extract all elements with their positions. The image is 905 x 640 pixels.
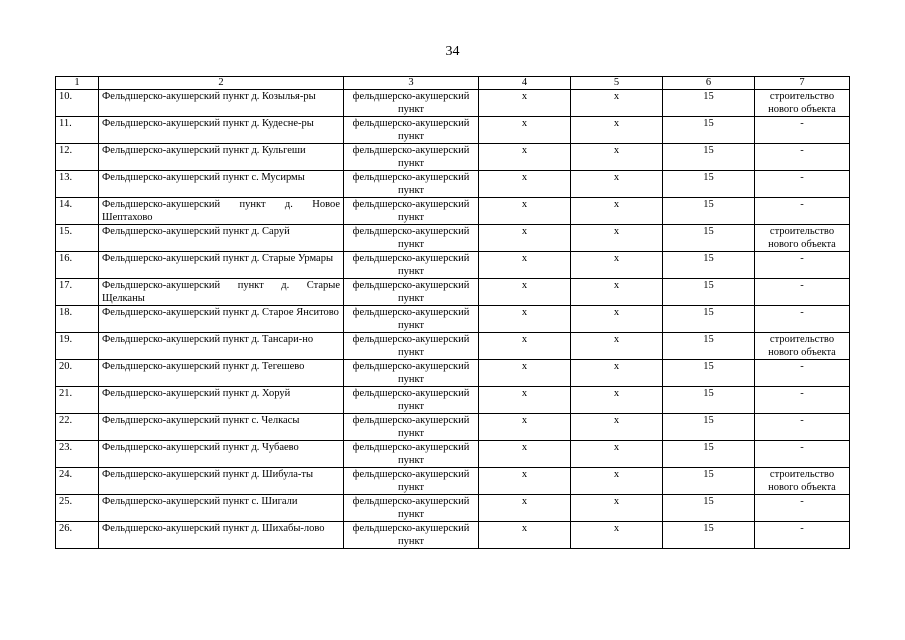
column-5-cell: х <box>571 387 663 414</box>
facility-type-cell: фельдшерско-акушерский пункт <box>344 279 479 306</box>
row-number-cell: 24. <box>56 468 99 495</box>
column-4-cell: х <box>479 117 571 144</box>
facility-name-cell: Фельдшерско-акушерский пункт д. Тансари-но <box>99 333 344 360</box>
table-row <box>56 333 850 360</box>
facility-name-cell: Фельдшерско-акушерский пункт д. Кудесне-ры <box>99 117 344 144</box>
facility-type-cell: фельдшерско-акушерский пункт <box>344 522 479 549</box>
column-7-cell: - <box>755 387 850 414</box>
facility-type-cell: фельдшерско-акушерский пункт <box>344 144 479 171</box>
row-number-cell: 22. <box>56 414 99 441</box>
column-7-cell: - <box>755 495 850 522</box>
column-6-cell: 15 <box>663 387 755 414</box>
column-6-cell: 15 <box>663 171 755 198</box>
table-row <box>56 279 850 306</box>
facility-name-cell: Фельдшерско-акушерский пункт д. Хоруй <box>99 387 344 414</box>
row-number-cell: 13. <box>56 171 99 198</box>
table-row <box>56 468 850 495</box>
facility-name-cell: Фельдшерско-акушерский пункт д. Тегешево <box>99 360 344 387</box>
column-4-cell: х <box>479 144 571 171</box>
column-7-cell: - <box>755 117 850 144</box>
column-5-cell: х <box>571 333 663 360</box>
row-number-cell: 16. <box>56 252 99 279</box>
table-row <box>56 387 850 414</box>
facility-name-cell: Фельдшерско-акушерский пункт с. Шигали <box>99 495 344 522</box>
column-7-cell: - <box>755 198 850 225</box>
row-number-cell: 15. <box>56 225 99 252</box>
facilities-table <box>55 76 850 549</box>
facility-type-cell: фельдшерско-акушерский пункт <box>344 468 479 495</box>
column-6-cell: 15 <box>663 306 755 333</box>
table-row <box>56 225 850 252</box>
column-6-cell: 15 <box>663 333 755 360</box>
column-4-cell: х <box>479 414 571 441</box>
column-4-cell: х <box>479 225 571 252</box>
column-4-cell: х <box>479 468 571 495</box>
column-7-cell: - <box>755 171 850 198</box>
column-7-cell: - <box>755 144 850 171</box>
column-5-cell: х <box>571 90 663 117</box>
table-row <box>56 306 850 333</box>
facility-type-cell: фельдшерско-акушерский пункт <box>344 117 479 144</box>
row-number-cell: 18. <box>56 306 99 333</box>
facility-name-cell: Фельдшерско-акушерский пункт д. Кульгеши <box>99 144 344 171</box>
column-7-cell: - <box>755 279 850 306</box>
row-number-cell: 20. <box>56 360 99 387</box>
table-header-row <box>56 77 850 90</box>
column-5-cell: х <box>571 117 663 144</box>
column-6-cell: 15 <box>663 144 755 171</box>
column-5-cell: х <box>571 360 663 387</box>
column-4-cell: х <box>479 333 571 360</box>
column-5-cell: х <box>571 279 663 306</box>
column-4-cell: х <box>479 306 571 333</box>
facility-name-cell: Фельдшерско-акушерский пункт д. Шибула-ты <box>99 468 344 495</box>
facility-name-cell: Фельдшерско-акушерский пункт д. Старое Янситово <box>99 306 344 333</box>
column-5-cell: х <box>571 171 663 198</box>
row-number-cell: 10. <box>56 90 99 117</box>
column-4-cell: х <box>479 279 571 306</box>
row-number-cell: 12. <box>56 144 99 171</box>
column-header: 2 <box>99 77 344 90</box>
facility-type-cell: фельдшерско-акушерский пункт <box>344 441 479 468</box>
table-row <box>56 360 850 387</box>
column-5-cell: х <box>571 495 663 522</box>
facility-name-cell: Фельдшерско-акушерский пункт д. Саруй <box>99 225 344 252</box>
row-number-cell: 17. <box>56 279 99 306</box>
row-number-cell: 23. <box>56 441 99 468</box>
table-row <box>56 144 850 171</box>
column-7-cell: строительство нового объекта <box>755 333 850 360</box>
table-row <box>56 252 850 279</box>
facility-name-cell: Фельдшерско-акушерский пункт с. Мусирмы <box>99 171 344 198</box>
table-row <box>56 171 850 198</box>
column-6-cell: 15 <box>663 90 755 117</box>
table-row <box>56 522 850 549</box>
column-header: 7 <box>755 77 850 90</box>
column-6-cell: 15 <box>663 198 755 225</box>
column-7-cell: - <box>755 306 850 333</box>
column-5-cell: х <box>571 522 663 549</box>
column-7-cell: - <box>755 360 850 387</box>
facility-name-cell: Фельдшерско-акушерский пункт д. Козылья-ры <box>99 90 344 117</box>
column-header: 3 <box>344 77 479 90</box>
row-number-cell: 26. <box>56 522 99 549</box>
column-6-cell: 15 <box>663 117 755 144</box>
column-7-cell: - <box>755 252 850 279</box>
facility-type-cell: фельдшерско-акушерский пункт <box>344 306 479 333</box>
column-6-cell: 15 <box>663 279 755 306</box>
column-5-cell: х <box>571 252 663 279</box>
facility-type-cell: фельдшерско-акушерский пункт <box>344 495 479 522</box>
column-6-cell: 15 <box>663 414 755 441</box>
column-header: 1 <box>56 77 99 90</box>
column-4-cell: х <box>479 198 571 225</box>
row-number-cell: 19. <box>56 333 99 360</box>
table-row <box>56 198 850 225</box>
column-6-cell: 15 <box>663 441 755 468</box>
column-4-cell: х <box>479 171 571 198</box>
column-4-cell: х <box>479 522 571 549</box>
facility-type-cell: фельдшерско-акушерский пункт <box>344 198 479 225</box>
column-7-cell: - <box>755 522 850 549</box>
column-4-cell: х <box>479 441 571 468</box>
column-7-cell: - <box>755 414 850 441</box>
column-6-cell: 15 <box>663 225 755 252</box>
column-5-cell: х <box>571 144 663 171</box>
column-header: 5 <box>571 77 663 90</box>
facility-type-cell: фельдшерско-акушерский пункт <box>344 387 479 414</box>
facility-type-cell: фельдшерско-акушерский пункт <box>344 225 479 252</box>
facility-type-cell: фельдшерско-акушерский пункт <box>344 333 479 360</box>
column-5-cell: х <box>571 414 663 441</box>
table-row <box>56 90 850 117</box>
facility-name-cell: Фельдшерско-акушерский пункт д. Шихабы-лово <box>99 522 344 549</box>
column-5-cell: х <box>571 225 663 252</box>
column-6-cell: 15 <box>663 360 755 387</box>
column-5-cell: х <box>571 441 663 468</box>
facility-type-cell: фельдшерско-акушерский пункт <box>344 360 479 387</box>
column-4-cell: х <box>479 360 571 387</box>
column-7-cell: строительство нового объекта <box>755 225 850 252</box>
row-number-cell: 21. <box>56 387 99 414</box>
facility-type-cell: фельдшерско-акушерский пункт <box>344 90 479 117</box>
column-header: 4 <box>479 77 571 90</box>
column-6-cell: 15 <box>663 522 755 549</box>
facility-type-cell: фельдшерско-акушерский пункт <box>344 414 479 441</box>
column-5-cell: х <box>571 198 663 225</box>
row-number-cell: 25. <box>56 495 99 522</box>
table-row <box>56 414 850 441</box>
facility-name-cell: Фельдшерско-акушерский пункт д. Чубаево <box>99 441 344 468</box>
column-4-cell: х <box>479 495 571 522</box>
page-number: 34 <box>445 44 460 59</box>
facility-type-cell: фельдшерско-акушерский пункт <box>344 252 479 279</box>
column-7-cell: строительство нового объекта <box>755 90 850 117</box>
table-row <box>56 441 850 468</box>
column-7-cell: - <box>755 441 850 468</box>
facility-type-cell: фельдшерско-акушерский пункт <box>344 171 479 198</box>
table-row <box>56 117 850 144</box>
column-5-cell: х <box>571 306 663 333</box>
facility-name-cell: Фельдшерско-акушерский пункт д. Старые Щелканы <box>99 279 344 306</box>
table-row <box>56 495 850 522</box>
column-6-cell: 15 <box>663 495 755 522</box>
column-4-cell: х <box>479 252 571 279</box>
column-header: 6 <box>663 77 755 90</box>
facility-name-cell: Фельдшерско-акушерский пункт с. Челкасы <box>99 414 344 441</box>
column-7-cell: строительство нового объекта <box>755 468 850 495</box>
column-4-cell: х <box>479 387 571 414</box>
column-6-cell: 15 <box>663 252 755 279</box>
row-number-cell: 11. <box>56 117 99 144</box>
facility-name-cell: Фельдшерско-акушерский пункт д. Старые Урмары <box>99 252 344 279</box>
column-6-cell: 15 <box>663 468 755 495</box>
column-4-cell: х <box>479 90 571 117</box>
facility-name-cell: Фельдшерско-акушерский пункт д. Новое Шептахово <box>99 198 344 225</box>
column-5-cell: х <box>571 468 663 495</box>
row-number-cell: 14. <box>56 198 99 225</box>
